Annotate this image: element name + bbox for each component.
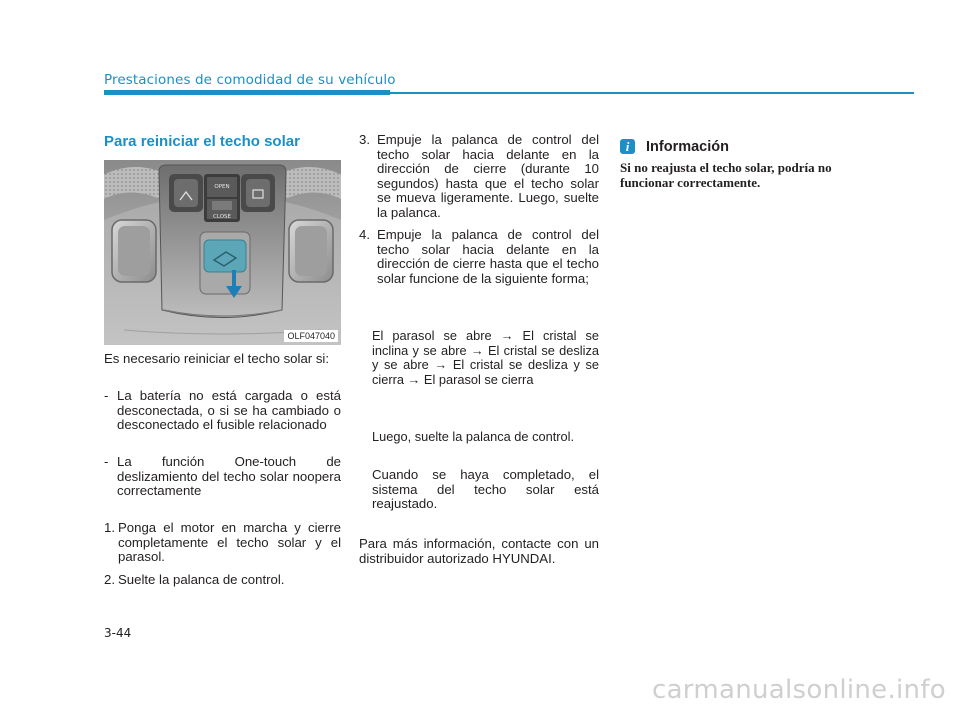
completed-text: Cuando se haya completado, el sistema del techo solar está reajustado. <box>372 467 599 512</box>
header-rule-thick <box>104 90 390 95</box>
list-marker: 2. <box>104 572 115 587</box>
list-marker: 1. <box>104 520 115 535</box>
section-header-title: Prestaciones de comodidad de su vehículo <box>104 72 396 88</box>
figure-code: OLF047040 <box>284 330 338 342</box>
sunroof-console-figure <box>104 160 341 345</box>
header-rule-thin <box>390 92 914 94</box>
list-item <box>104 573 341 588</box>
watermark: carmanualsonline.info <box>651 675 946 705</box>
list-text: Ponga el motor en marcha y cierre completamente el techo solar y el parasol. <box>118 520 341 565</box>
info-text: Si no reajusta el techo solar, podría no funcionar correctamente. <box>620 160 832 190</box>
list-text: La función One-touch de deslizamiento del techo solar noopera correctamente <box>117 454 341 499</box>
sunroof-console-illustration <box>104 160 341 345</box>
list-item <box>359 228 599 286</box>
list-marker: - <box>104 388 109 403</box>
list-text: La batería no está cargada o está desconectada, o si se ha cambiado o desconectado el fusible relacionado <box>117 388 341 433</box>
contact-text: Para más información, contacte con un distribuidor autorizado HYUNDAI. <box>359 536 599 566</box>
list-item <box>359 133 599 221</box>
list-item <box>104 455 341 499</box>
list-text: Empuje la palanca de control del techo solar hacia delante en la dirección de cierre hasta que el techo solar funcione de la siguiente forma; <box>377 227 599 286</box>
info-icon: i <box>620 139 635 154</box>
list-marker: 4. <box>359 227 370 242</box>
release-text: Luego, suelte la palanca de control. <box>372 429 575 444</box>
page-number: 3-44 <box>104 626 132 640</box>
close-label: CLOSE <box>212 214 232 220</box>
list-text: Suelte la palanca de control. <box>118 572 285 587</box>
list-item <box>104 521 341 565</box>
list-marker: 3. <box>359 132 370 147</box>
sequence-text: El parasol se abre → El cristal se inclina y se abre → El cristal se desliza y se abre → El cristal se desliza y se cierra → El parasol se cierra <box>372 328 599 387</box>
intro-text: Es necesario reiniciar el techo solar si: <box>104 351 330 366</box>
info-title: Información <box>646 139 729 155</box>
list-text: Empuje la palanca de control del techo solar hacia delante en la dirección de cierre (durante 10 segundos) hasta que el techo solar se mueva ligeramente. Luego, suelte la palanca. <box>377 132 599 220</box>
open-label: OPEN <box>214 184 230 190</box>
section-heading: Para reiniciar el techo solar <box>104 133 300 150</box>
list-item <box>104 389 341 433</box>
list-marker: - <box>104 454 109 469</box>
